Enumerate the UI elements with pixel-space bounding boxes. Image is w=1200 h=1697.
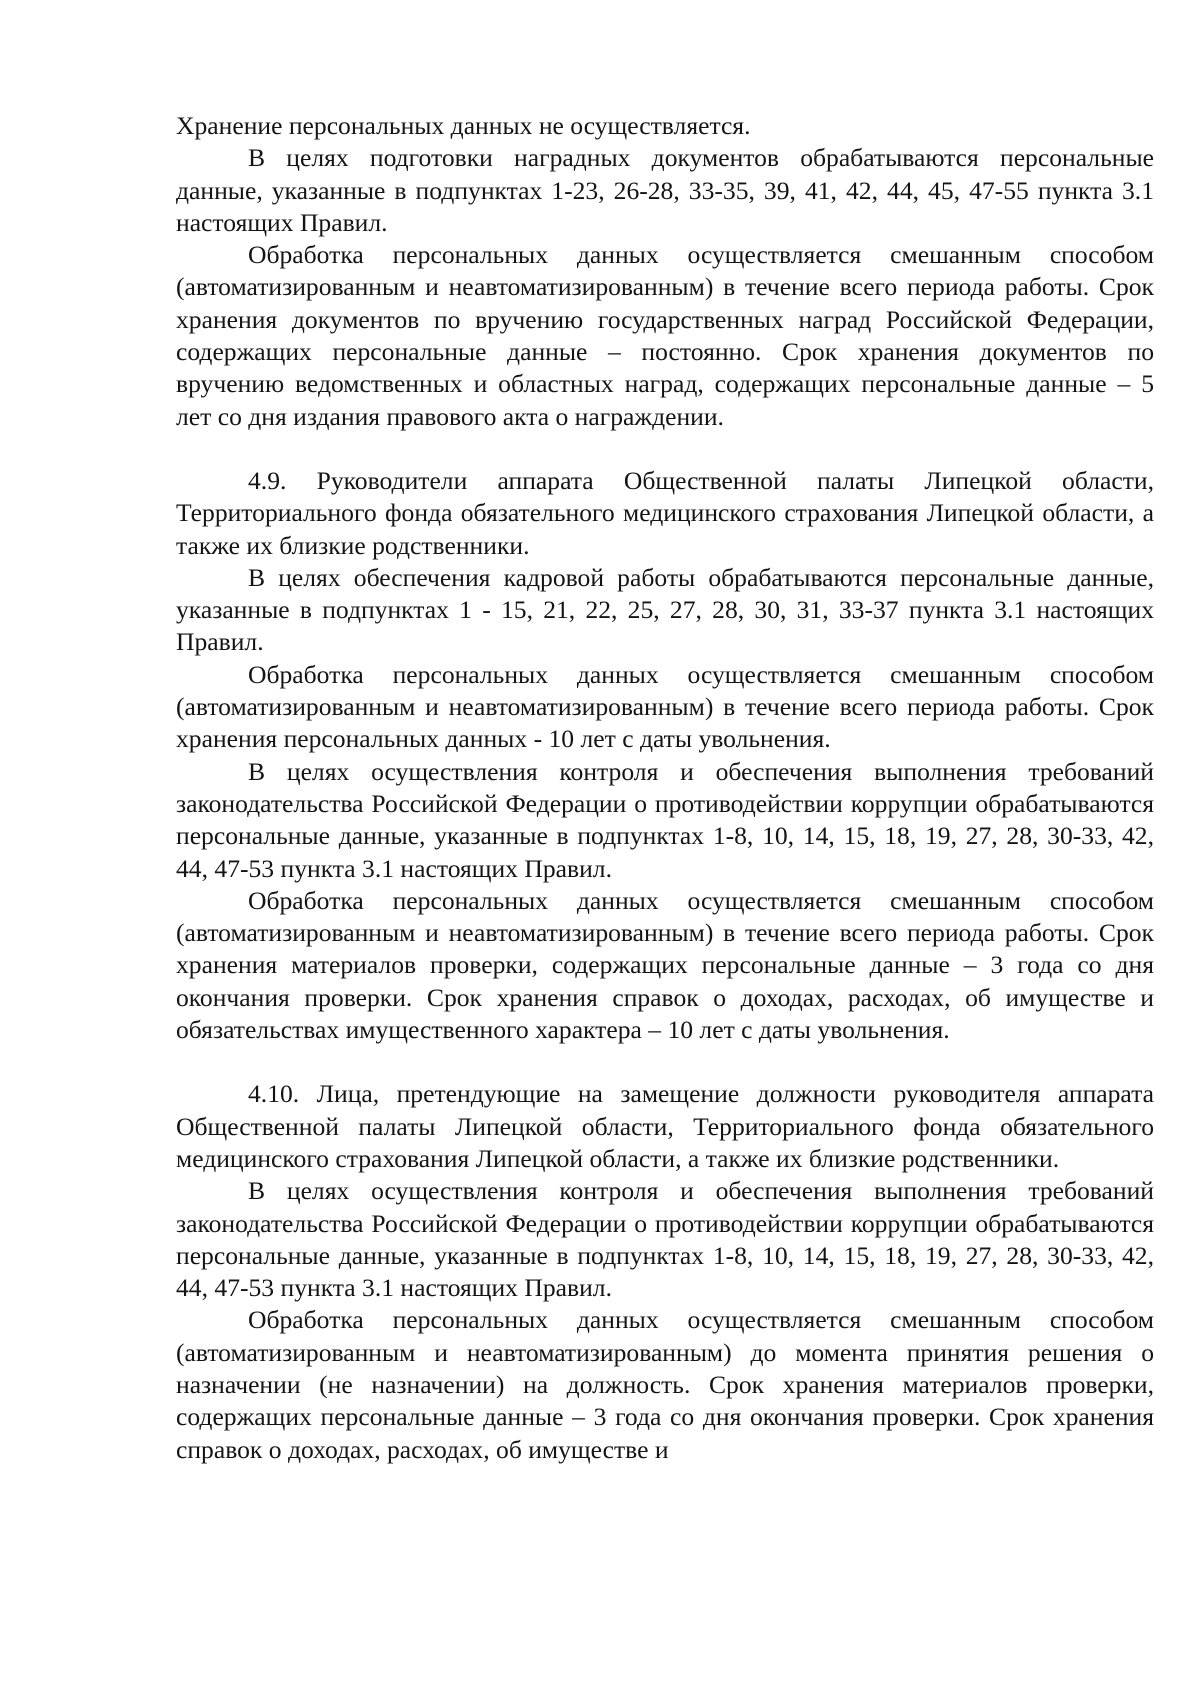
section-4-10-heading: 4.10. Лица, претендующие на замещение должности руководителя аппарата Общественной палаты Липецкой области, Территориального фонда обязательного медицинского страхования Липецкой области, а также их близкие родственники. <box>176 1079 1154 1173</box>
paragraph: Хранение персональных данных не осуществляется. <box>176 111 751 140</box>
paragraph: Обработка персональных данных осуществляется смешанным способом (автоматизированным и неавтоматизированным) в течение всего периода работы. Срок хранения документов по вручению государственных наград Российской Федерации, содержащих персональные данные – постоянно. Срок хранения документов по вручению ведомственных и областных наград, содержащих персональные данные – 5 лет со дня издания правового акта о награждении. <box>176 240 1154 431</box>
section-4-9-heading: 4.9. Руководители аппарата Общественной палаты Липецкой области, Территориального фонда обязательного медицинского страхования Липецкой области, а также их близкие родственники. <box>176 465 1154 560</box>
paragraph: В целях обеспечения кадровой работы обрабатываются персональные данные, указанные в подпунктах 1 - 15, 21, 22, 25, 27, 28, 30, 31, 33-37 пункта 3.1 настоящих Правил. <box>176 562 1154 657</box>
paragraph: Обработка персональных данных осуществляется смешанным способом (автоматизированным и неавтоматизированным) в течение всего периода работы. Срок хранения материалов проверки, содержащих персональные данные – 3 года со дня окончания проверки. Срок хранения справок о доходах, расходах, об имуществе и обязательствах имущественного характера – 10 лет с даты увольнения. <box>176 885 1154 1045</box>
paragraph: Обработка персональных данных осуществляется смешанным способом (автоматизированным и неавтоматизированным) в течение всего периода работы. Срок хранения персональных данных - 10 лет с даты увольнения. <box>176 659 1154 754</box>
paragraph: Обработка персональных данных осуществляется смешанным способом (автоматизированным и неавтоматизированным) до момента принятия решения о назначении (не назначении) на должность. Срок хранения материалов проверки, содержащих персональные данные – 3 года со дня окончания проверки. Срок хранения справок о доходах, расходах, об имуществе и <box>176 1305 1154 1464</box>
paragraph: В целях осуществления контроля и обеспечения выполнения требований законодательства Российской Федерации о противодействии коррупции обрабатываются персональные данные, указанные в подпунктах 1-8, 10, 14, 15, 18, 19, 27, 28, 30-33, 42, 44, 47-53 пункта 3.1 настоящих Правил. <box>176 1176 1154 1303</box>
document-page <box>176 110 1154 1466</box>
paragraph: В целях подготовки наградных документов обрабатываются персональные данные, указанные в подпунктах 1-23, 26-28, 33-35, 39, 41, 42, 44, 45, 47-55 пункта 3.1 настоящих Правил. <box>176 143 1154 237</box>
paragraph: В целях осуществления контроля и обеспечения выполнения требований законодательства Российской Федерации о противодействии коррупции обрабатываются персональные данные, указанные в подпунктах 1-8, 10, 14, 15, 18, 19, 27, 28, 30-33, 42, 44, 47-53 пункта 3.1 настоящих Правил. <box>176 756 1154 883</box>
